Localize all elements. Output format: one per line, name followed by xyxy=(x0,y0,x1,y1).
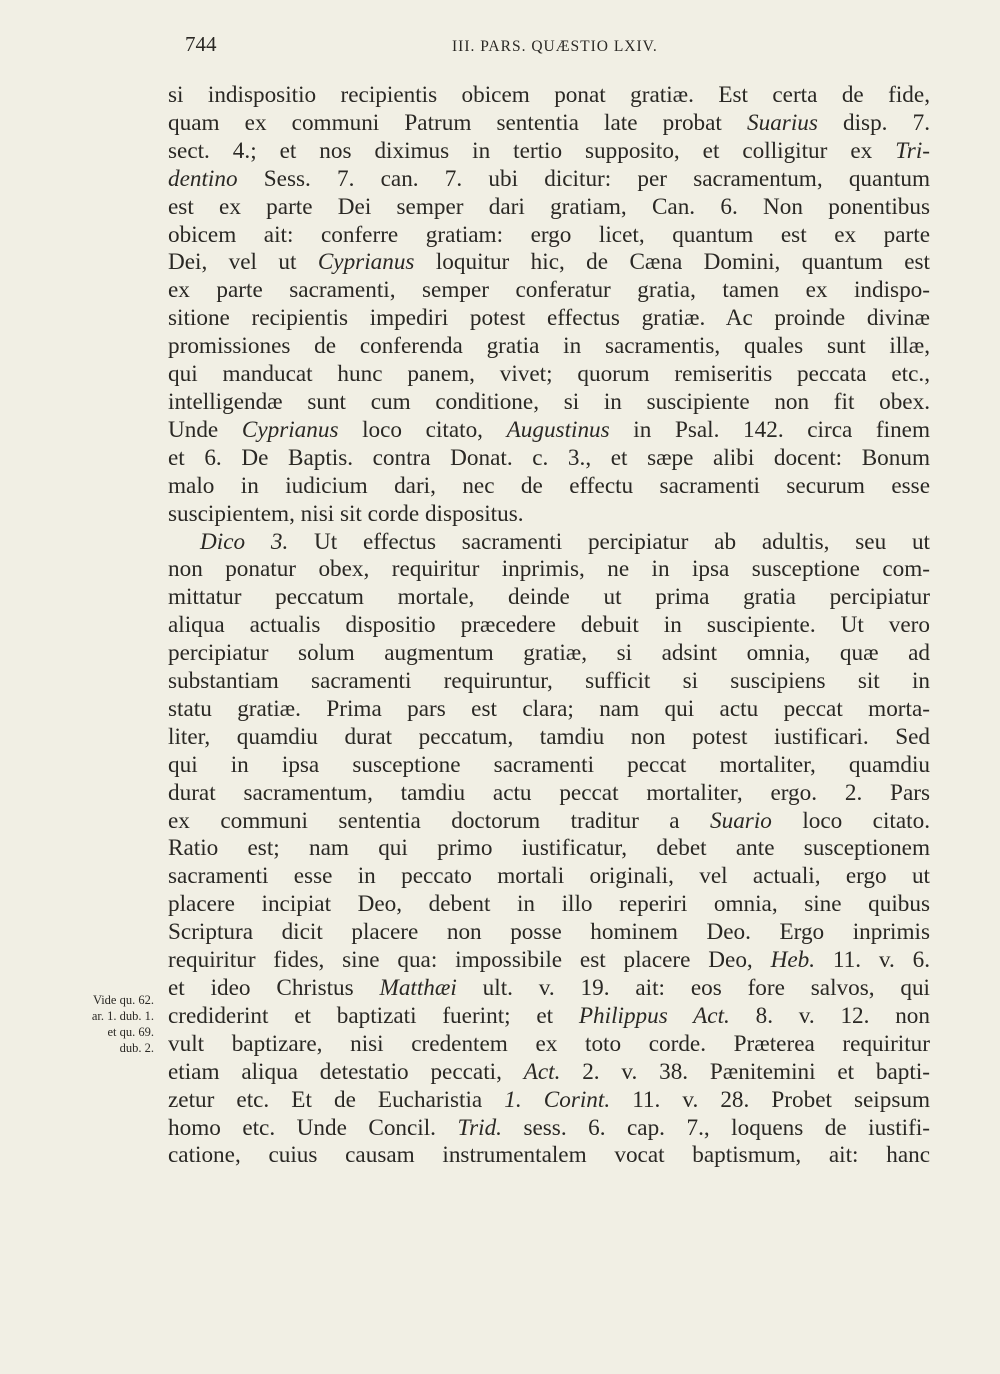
text-line xyxy=(168,947,930,975)
text-line xyxy=(168,696,930,724)
text-run: et 6. De Baptis. contra Donat. c. 3., et sæpe alibi docent: Bonum xyxy=(168,444,930,471)
italic-run: Augustinus xyxy=(506,416,610,443)
text-run: etiam aliqua detestatio peccati, xyxy=(168,1058,524,1085)
text-run: mittatur peccatum mortale, deinde ut prima gratia percipiatur xyxy=(168,584,930,611)
text-run: 2. v. 38. Pænitemini et bapti- xyxy=(560,1058,930,1085)
text-run: percipiatur solum augmentum gratiæ, si adsint omnia, quæ ad xyxy=(168,640,930,667)
text-run: Ut effectus sacramenti percipiatur ab adultis, seu ut xyxy=(288,528,930,555)
text-line xyxy=(168,361,930,389)
body-text xyxy=(168,82,930,1170)
text-line xyxy=(168,724,930,752)
text-line xyxy=(168,473,930,501)
text-run: intelligendæ sunt cum conditione, si in suscipiente non fit obex. xyxy=(168,388,930,415)
text-line xyxy=(168,584,930,612)
marginal-note-line: Vide qu. 62. xyxy=(92,993,154,1007)
text-run: Ratio est; nam qui primo iustificatur, debet ante susceptionem xyxy=(168,835,930,862)
text-run: sacramenti esse in peccato mortali originali, vel actuali, ergo ut xyxy=(168,863,930,890)
text-line xyxy=(168,780,930,808)
text-line xyxy=(168,194,930,222)
marginal-note-line: et qu. 69. xyxy=(107,1025,154,1039)
italic-run: Cyprianus xyxy=(317,249,415,276)
text-run: homo etc. Unde Concil. xyxy=(168,1114,458,1141)
text-run: zetur etc. Et de Eucharistia xyxy=(168,1086,505,1113)
text-line xyxy=(168,612,930,640)
italic-run: Tri- xyxy=(895,137,930,164)
text-run: non ponatur obex, requiritur inprimis, ne in ipsa susceptione com- xyxy=(168,556,930,583)
text-run: sitione recipientis impediri potest effectus gratiæ. Ac proinde divinæ xyxy=(168,305,930,332)
text-run: aliqua actualis dispositio præcedere debuit in suscipiente. Ut vero xyxy=(168,612,930,639)
italic-run: Suario xyxy=(710,807,772,834)
italic-run: Suarius xyxy=(747,109,818,136)
text-run: liter, quamdiu durat peccatum, tamdiu non potest iustificari. Sed xyxy=(168,723,930,750)
italic-run: Dico 3. xyxy=(200,528,289,555)
text-run: Unde xyxy=(168,416,242,443)
text-line xyxy=(168,82,930,110)
text-line xyxy=(168,752,930,780)
text-line xyxy=(168,445,930,473)
text-run: requiritur fides, sine qua: impossibile est placere Deo, xyxy=(168,947,771,974)
text-line xyxy=(168,305,930,333)
italic-run: Heb. xyxy=(770,947,816,974)
text-line xyxy=(168,975,930,1003)
text-line xyxy=(168,166,930,194)
text-line xyxy=(168,501,930,529)
page-number: 744 xyxy=(185,32,217,56)
text-line xyxy=(168,891,930,919)
text-run: in Psal. 142. circa finem xyxy=(609,416,930,443)
page-header xyxy=(0,32,1000,72)
text-run: loco citato, xyxy=(338,416,507,443)
text-line xyxy=(168,249,930,277)
text-line xyxy=(168,640,930,668)
text-line xyxy=(168,1142,930,1170)
text-run: ex parte sacramenti, semper conferatur gratia, tamen ex indispo- xyxy=(168,277,930,304)
text-run: durat sacramentum, tamdiu actu peccat mortaliter, ergo. 2. Pars xyxy=(168,779,930,806)
text-line xyxy=(168,1059,930,1087)
text-run: vult baptizare, nisi credentem ex toto corde. Præterea requiritur xyxy=(168,1030,930,1057)
text-line xyxy=(168,110,930,138)
italic-run: Cyprianus xyxy=(241,416,339,443)
text-line xyxy=(168,556,930,584)
text-line xyxy=(168,1003,930,1031)
text-run: crediderint et baptizati fuerint; et xyxy=(168,1002,579,1029)
text-run: sess. 6. cap. 7., loquens de iustifi- xyxy=(501,1114,930,1141)
text-run: 11. v. 28. Probet seipsum xyxy=(610,1086,930,1113)
italic-run: dentino xyxy=(168,165,238,192)
text-run: Dei, vel ut xyxy=(168,249,318,276)
text-run: promissiones de conferenda gratia in sacramentis, quales sunt illæ, xyxy=(168,333,930,360)
text-run: obicem ait: conferre gratiam: ergo licet, quantum est ex parte xyxy=(168,221,930,248)
text-line xyxy=(168,835,930,863)
marginal-note-line: dub. 2. xyxy=(119,1041,154,1055)
italic-run: Act. xyxy=(523,1058,561,1085)
text-run: quam ex communi Patrum sententia late probat xyxy=(168,109,748,136)
text-line xyxy=(168,808,930,836)
italic-run: Matthæi xyxy=(379,975,457,1001)
text-run: malo in iudicium dari, nec de effectu sacramenti securum esse xyxy=(168,472,930,499)
text-run: qui in ipsa susceptione sacramenti peccat mortaliter, quamdiu xyxy=(168,751,930,778)
italic-run: Philippus Act. xyxy=(578,1002,730,1029)
text-run: sect. 4.; et nos diximus in tertio supposito, et colligitur ex xyxy=(168,137,896,164)
text-run: est ex parte Dei semper dari gratiam, Can. 6. Non ponentibus xyxy=(168,193,930,220)
text-run: placere incipiat Deo, debent in illo reperiri omnia, sine quibus xyxy=(168,891,930,918)
text-run: ult. v. 19. ait: eos fore salvos, qui xyxy=(456,975,930,1001)
text-line xyxy=(168,417,930,445)
text-run: 11. v. 6. xyxy=(815,947,930,974)
text-line xyxy=(168,389,930,417)
text-line xyxy=(168,1031,930,1059)
italic-run: Trid. xyxy=(457,1114,502,1141)
marginal-note-line: ar. 1. dub. 1. xyxy=(91,1009,154,1023)
text-run: qui manducat hunc panem, vivet; quorum remiseritis peccata etc., xyxy=(168,361,930,388)
text-run: statu gratiæ. Prima pars est clara; nam qui actu peccat morta- xyxy=(168,695,930,722)
text-run: et ideo Christus xyxy=(168,975,380,1001)
text-run: disp. 7. xyxy=(817,109,930,136)
text-run: substantiam sacramenti requiruntur, sufficit si suscipiens sit in xyxy=(168,668,930,695)
text-run: si indispositio recipientis obicem ponat gratiæ. Est certa de fide, xyxy=(168,82,930,108)
italic-run: 1. Corint. xyxy=(504,1086,611,1113)
running-head: III. PARS. QUÆSTIO LXIV. xyxy=(452,38,658,55)
text-run: ex communi sententia doctorum traditur a xyxy=(168,807,711,834)
text-line xyxy=(168,1087,930,1115)
text-run: loquitur hic, de Cæna Domini, quantum est xyxy=(414,249,931,276)
text-line xyxy=(168,1115,930,1143)
text-line xyxy=(168,277,930,305)
text-line xyxy=(168,668,930,696)
text-run: Sess. 7. can. 7. ubi dicitur: per sacramentum, quantum xyxy=(237,165,930,192)
text-line xyxy=(168,863,930,891)
text-run: Scriptura dicit placere non posse hominem Deo. Ergo inprimis xyxy=(168,919,930,946)
text-line xyxy=(168,333,930,361)
text-run: suscipientem, nisi sit corde dispositus. xyxy=(168,500,524,527)
text-run: catione, cuius causam instrumentalem vocat baptismum, ait: hanc xyxy=(168,1142,930,1169)
text-run: 8. v. 12. non xyxy=(729,1002,930,1029)
text-run: loco citato. xyxy=(771,807,930,834)
text-line xyxy=(168,529,930,557)
text-line xyxy=(168,138,930,166)
marginal-note xyxy=(48,992,154,1056)
text-line xyxy=(168,222,930,250)
text-line xyxy=(168,919,930,947)
